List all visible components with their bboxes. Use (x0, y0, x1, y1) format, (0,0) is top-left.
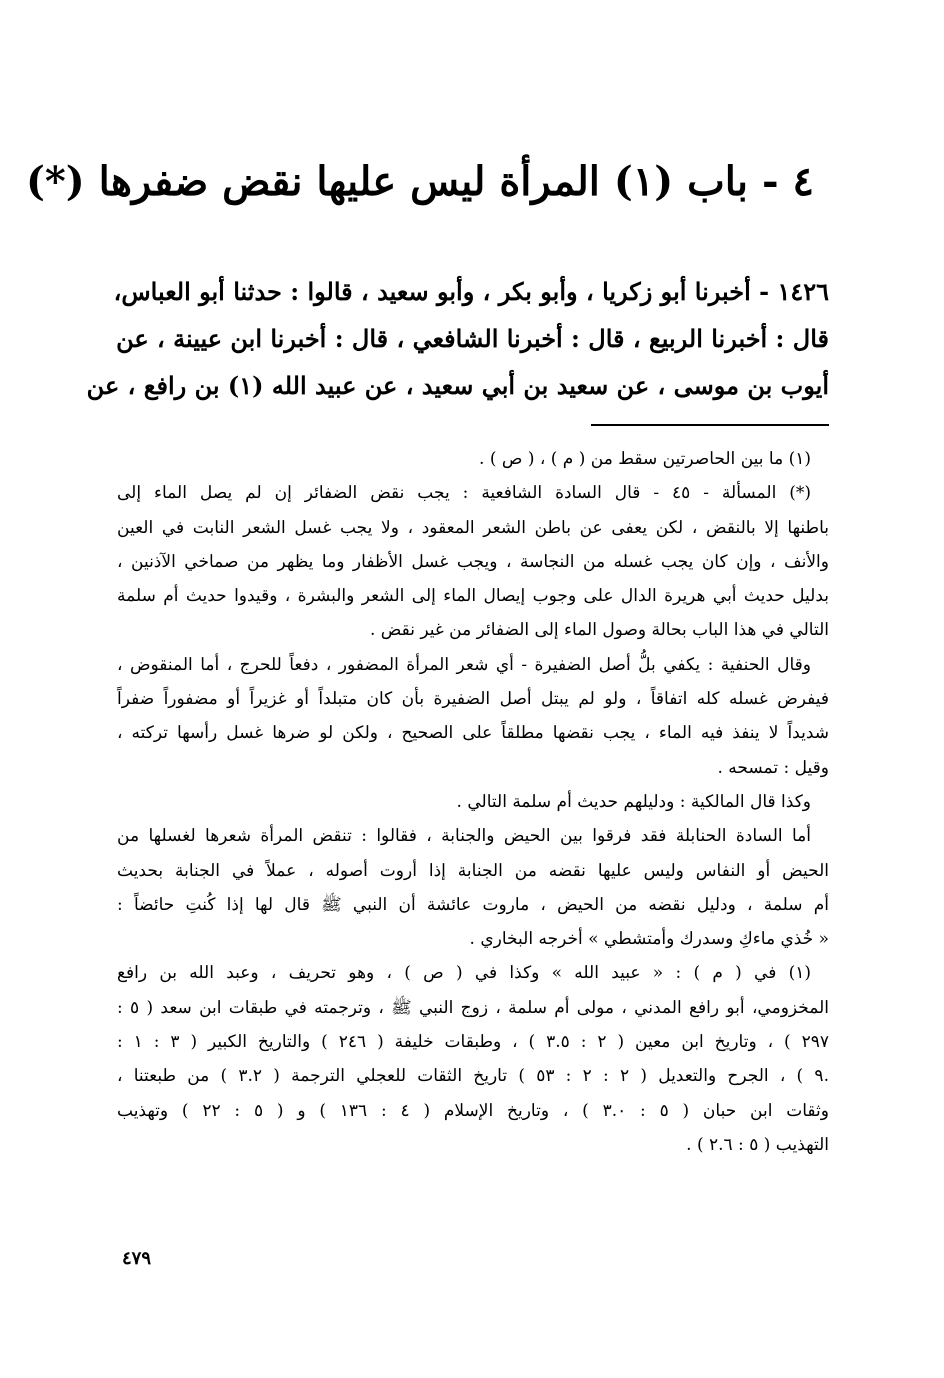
main-text-line: أيوب بن موسى ، عن سعيد بن أبي سعيد ، عن عبيد الله (١) بن رافع ، عن (86, 371, 829, 400)
footnote-line: (١) في ( م ) : « عبيد الله » وكذا في ( ص ) ، وهو تحريف ، وعبد الله بن رافع (117, 963, 811, 984)
page-number: ٤٧٩ (122, 1248, 152, 1269)
footnote-line: المخزومي، أبو رافع المدني ، مولى أم سلمة ، زوج النبي ﷺ ، وترجمته في طبقات ابن سعد ( ٥ : (117, 997, 830, 1018)
footnote-line: شديداً لا ينفذ فيه الماء ، يجب نقضها مطلقاً على الصحيح ، ولكن لو ضرها غسل رأسها تركته ، (117, 723, 829, 744)
footnote-line: بدليل حديث أبي هريرة الدال على وجوب إيصال الماء إلى الشعر والبشرة ، وقيدوا حديث أم سلمة (117, 586, 829, 607)
main-text-line: قال : أخبرنا الربيع ، قال : أخبرنا الشافعي ، قال : أخبرنا ابن عيينة ، عن (116, 324, 829, 353)
footnote-line: التالي في هذا الباب بحالة وصول الماء إلى الضفائر من غير نقض . (369, 620, 829, 641)
footnotes (117, 442, 829, 1162)
footnote-separator (591, 424, 829, 426)
main-text-line: ١٤٢٦ - أخبرنا أبو زكريا ، وأبو بكر ، وأبو سعيد ، قالوا : حدثنا أبو العباس، (113, 277, 829, 306)
footnote-line: .٩ ) ، الجرح والتعديل ( ٢ : ٢ : ٥٣ ) تاريخ الثقات للعجلي الترجمة ( ٣.٢ ) من طبعتنا ، (117, 1066, 829, 1087)
footnote-line: ٢٩٧ ) ، وتاريخ ابن معين ( ٢ : ٣.٥ ) ، وطبقات خليفة ( ٢٤٦ ) والتاريخ الكبير ( ٣ : ١ : (117, 1032, 829, 1053)
footnote-line: (*) المسألة - ٤٥ - قال السادة الشافعية : يجب نقض الضفائر إن لم يصل الماء إلى (117, 483, 811, 504)
main-text (86, 268, 829, 409)
footnote-line: وكذا قال المالكية : ودليلهم حديث أم سلمة التالي . (456, 791, 811, 812)
footnote-line: باطنها إلا بالنقض ، لكن يعفى عن باطن الشعر المعقود ، ولا يجب غسل الشعر النابت في العين (117, 517, 829, 538)
footnote-line: الحيض أو النفاس وليس عليها نقضه من الجنابة إذا أروت أصوله ، عملاً في الجنابة بحديث (117, 860, 829, 881)
footnote-line: والأنف ، وإن كان يجب غسله من النجاسة ، ويجب غسل الأظفار وما يظهر من صماخي الآذنين ، (117, 551, 829, 572)
footnote-line: أما السادة الحنابلة فقد فرقوا بين الحيض والجنابة ، فقالوا : تنقض المرأة شعرها لغسلها من (117, 826, 811, 847)
footnote-line: وقال الحنفية : يكفي بلُّ أصل الضفيرة - أي شعر المرأة المضفور ، دفعاً للحرج ، أما المنقوض ، (117, 654, 811, 675)
footnote-line: وثقات ابن حبان ( ٥ : ٣.٠ ) ، وتاريخ الإسلام ( ٤ : ١٣٦ ) و ( ٥ : ٢٢ ) وتهذيب (117, 1100, 829, 1121)
footnote-line: وقيل : تمسحه . (717, 757, 829, 778)
footnote-line: (١) ما بين الحاصرتين سقط من ( م ) ، ( ص ) . (479, 449, 811, 469)
chapter-title: ٤ - باب (١) المرأة ليس عليها نقض ضفرها (*) (25, 158, 814, 205)
footnote-line: « خُذي ماءكِ وسدرك وأمتشطي » أخرجه البخاري . (469, 929, 829, 950)
footnote-line: التهذيب ( ٥ : ٢.٦ ) . (686, 1134, 829, 1155)
footnote-line: فيفرض غسله كله اتفاقاً ، ولو لم يبتل أصل الضفيرة بأن كان متبلداً أو غزيراً أو مضفوراً ضفراً (117, 689, 829, 710)
footnote-line: أم سلمة ، ودليل نقضه من الحيض ، ماروت عائشة أن النبي ﷺ قال لها إذا كُنتِ حائضاً : (117, 894, 829, 915)
